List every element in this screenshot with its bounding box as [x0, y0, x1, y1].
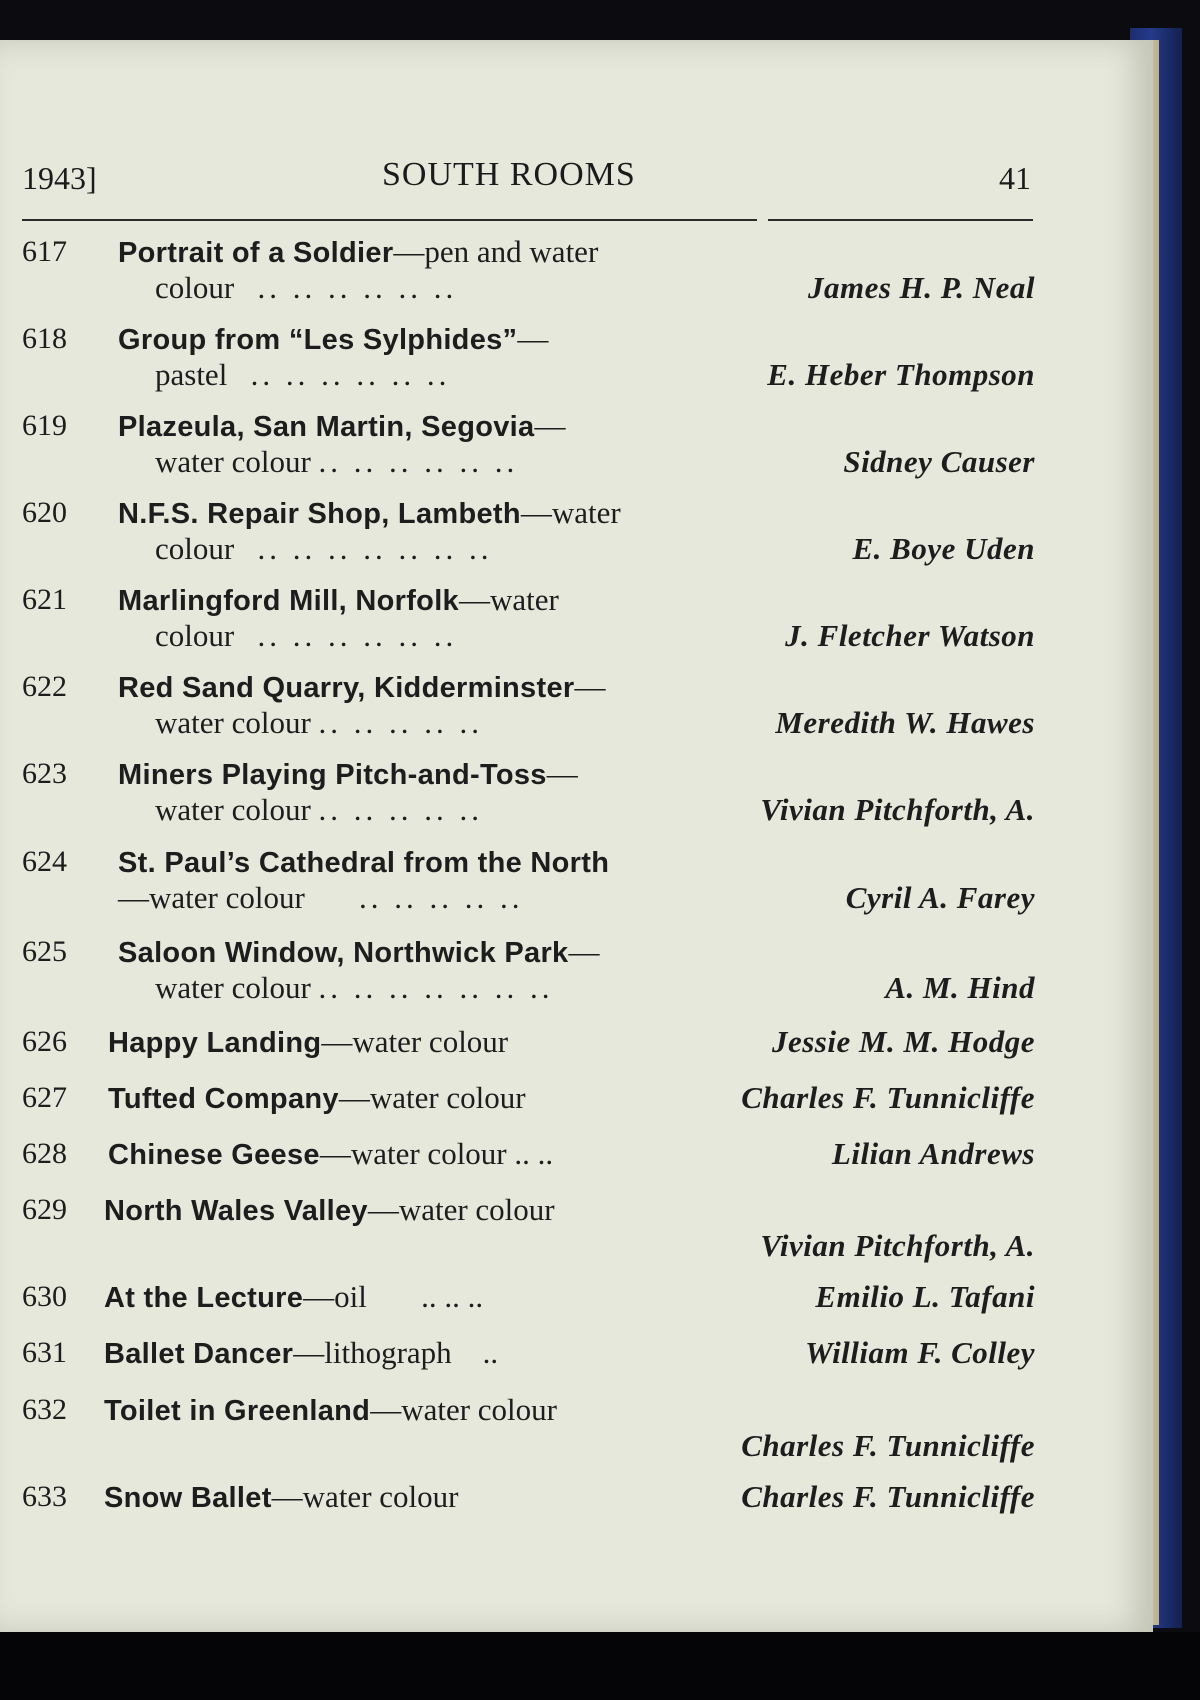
entry-separator: —	[303, 1279, 335, 1314]
entry-continuation: water colour	[155, 792, 311, 827]
entry-separator: —	[574, 669, 606, 704]
entry-medium: oil .. .. ..	[334, 1279, 484, 1314]
entry-artist: James H. P. Neal	[808, 270, 1035, 305]
entry-title: At the Lecture	[104, 1282, 304, 1314]
entry-continuation: colour	[155, 618, 235, 653]
entry-number: 620	[22, 496, 67, 529]
header-rule	[22, 219, 757, 221]
entry-artist: Emilio L. Tafani	[815, 1279, 1035, 1314]
entry-medium: water colour	[302, 1479, 459, 1514]
entry-medium: water	[490, 582, 559, 617]
entry-separator: —	[370, 1392, 402, 1427]
entry-artist: Cyril A. Farey	[845, 880, 1035, 915]
entry-artist: Charles F. Tunnicliffe	[741, 1080, 1035, 1115]
entry-number: 618	[22, 322, 67, 355]
background-surface	[0, 1632, 1200, 1700]
entry-separator: —	[338, 1080, 370, 1115]
entry-artist: A. M. Hind	[885, 970, 1035, 1005]
entry-medium: water colour	[369, 1080, 526, 1115]
leader-dots: .. .. .. .. ..	[318, 792, 484, 827]
entry-number: 626	[22, 1025, 67, 1058]
entry-artist: William F. Colley	[805, 1335, 1035, 1370]
entry-separator: —	[319, 1136, 351, 1171]
entry-continuation: —water colour	[118, 880, 305, 915]
entry-continuation: colour	[155, 531, 235, 566]
leader-dots: .. .. .. .. .. ..	[257, 270, 458, 305]
entry-artist: E. Boye Uden	[852, 531, 1035, 566]
entry-title: St. Paul’s Cathedral from the North	[118, 847, 610, 879]
entry-title: Tufted Company	[108, 1083, 339, 1115]
leader-dots: .. .. .. .. ..	[359, 880, 524, 915]
page-number: 41	[999, 160, 1031, 196]
entry-medium: water colour .. ..	[350, 1136, 554, 1171]
entry-title: Chinese Geese	[108, 1139, 320, 1171]
entry-title: Saloon Window, Northwick Park	[118, 937, 569, 969]
entry-continuation: pastel	[155, 357, 228, 392]
leader-dots: .. .. .. .. .. ..	[250, 357, 451, 392]
entry-artist: Meredith W. Hawes	[775, 705, 1035, 740]
entry-title: N.F.S. Repair Shop, Lambeth	[118, 498, 521, 530]
entry-medium: water	[551, 495, 621, 530]
entry-title: Miners Playing Pitch-and-Toss	[118, 759, 547, 791]
entry-artist: Jessie M. M. Hodge	[771, 1024, 1035, 1059]
entry-number: 621	[22, 583, 67, 616]
entry-number: 625	[22, 935, 67, 968]
entry-artist: E. Heber Thompson	[767, 357, 1035, 392]
entry-continuation: water colour	[155, 970, 311, 1005]
entry-number: 619	[22, 409, 67, 442]
entry-continuation: water colour	[155, 444, 311, 479]
entry-artist: Vivian Pitchforth, A.	[760, 792, 1035, 827]
entry-number: 633	[22, 1480, 67, 1513]
entry-separator: —	[393, 234, 425, 269]
entry-separator: —	[293, 1335, 325, 1370]
entry-separator: —	[568, 934, 600, 969]
page-header	[22, 126, 1032, 196]
entry-number: 627	[22, 1081, 67, 1114]
entry-number: 617	[22, 235, 67, 268]
entry-number: 623	[22, 757, 67, 790]
entry-separator: —	[271, 1479, 303, 1514]
entry-separator: —	[546, 756, 578, 791]
entry-artist: Lilian Andrews	[831, 1136, 1035, 1171]
entry-medium: water colour	[398, 1192, 555, 1227]
entry-number: 624	[22, 845, 67, 878]
entry-title: Ballet Dancer	[104, 1338, 294, 1370]
header-year: 1943]	[22, 160, 97, 196]
entry-title: Snow Ballet	[104, 1482, 272, 1514]
entry-title: North Wales Valley	[104, 1195, 368, 1227]
leader-dots: .. .. .. .. .. .. ..	[318, 970, 554, 1005]
entry-medium: lithograph ..	[324, 1335, 499, 1370]
leader-dots: .. .. .. .. .. ..	[257, 618, 458, 653]
entry-medium: water colour	[401, 1392, 557, 1427]
entry-title: Happy Landing	[108, 1027, 322, 1059]
header-rule-right	[768, 219, 1033, 221]
entry-number: 630	[22, 1280, 67, 1313]
entry-separator: —	[367, 1192, 399, 1227]
leader-dots: .. .. .. .. ..	[318, 705, 484, 740]
entry-number: 631	[22, 1336, 67, 1369]
entry-artist: Charles F. Tunnicliffe	[741, 1479, 1035, 1514]
entry-continuation: colour	[155, 270, 235, 305]
entry-artist: Vivian Pitchforth, A.	[760, 1228, 1035, 1263]
entry-number: 632	[22, 1393, 67, 1426]
entry-title: Marlingford Mill, Norfolk	[118, 585, 459, 617]
entry-title: Toilet in Greenland	[104, 1395, 371, 1427]
header-title: SOUTH ROOMS	[382, 156, 636, 193]
entry-artist: Sidney Causer	[843, 444, 1035, 479]
leader-dots: .. .. .. .. .. .. ..	[257, 531, 493, 566]
entry-continuation: water colour	[155, 705, 311, 740]
entry-separator: —	[459, 582, 490, 617]
entry-number: 629	[22, 1193, 67, 1226]
entry-medium: water colour	[352, 1024, 509, 1059]
entry-separator: —	[534, 408, 566, 443]
entry-number: 628	[22, 1137, 67, 1170]
entry-title: Red Sand Quarry, Kidderminster	[118, 672, 575, 704]
entry-title: Group from “Les Sylphides”	[118, 324, 518, 356]
entry-artist: Charles F. Tunnicliffe	[741, 1428, 1035, 1463]
entry-artist: J. Fletcher Watson	[785, 618, 1035, 653]
entry-separator: —	[321, 1024, 353, 1059]
entry-separator: —	[517, 321, 549, 356]
entry-title: Portrait of a Soldier	[118, 237, 394, 269]
entry-separator: —	[520, 495, 552, 530]
entry-number: 622	[22, 670, 67, 703]
leader-dots: .. .. .. .. .. ..	[318, 444, 519, 479]
entry-medium: pen and water	[424, 234, 599, 269]
entry-title: Plazeula, San Martin, Segovia	[118, 411, 535, 443]
